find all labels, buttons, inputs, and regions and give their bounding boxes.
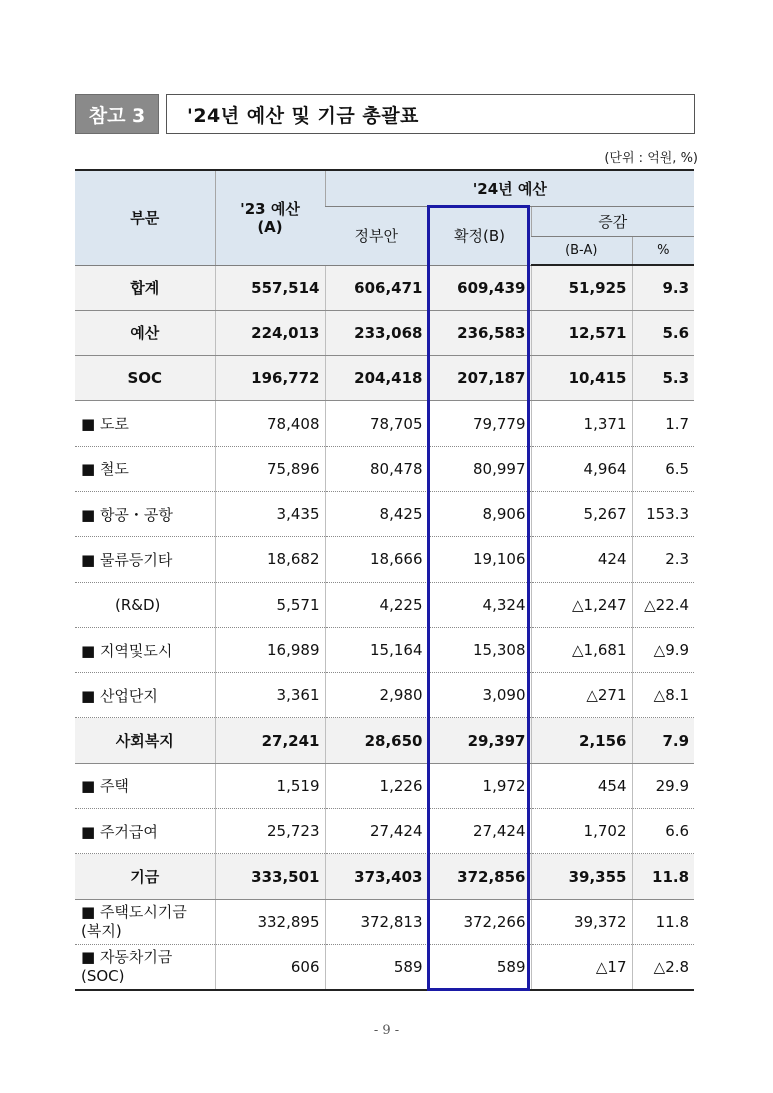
cell-b: 79,779 <box>428 401 531 446</box>
cell-gov: 2,980 <box>325 673 428 718</box>
cell-b: 3,090 <box>428 673 531 718</box>
cell-gov: 8,425 <box>325 491 428 536</box>
cell-diff: 2,156 <box>531 718 632 763</box>
cell-pct: △2.8 <box>632 944 694 989</box>
header-change: 증감 <box>531 206 694 236</box>
cell-diff: 5,267 <box>531 491 632 536</box>
cell-diff: 39,372 <box>531 899 632 944</box>
row-label-line1: ■ 주택도시기금 <box>81 902 187 921</box>
header-24-budget: '24년 예산 <box>325 170 694 206</box>
cell-gov: 15,164 <box>325 627 428 672</box>
row-label: 기금 <box>75 854 215 899</box>
cell-gov: 233,068 <box>325 310 428 355</box>
cell-diff: △271 <box>531 673 632 718</box>
cell-pct: 6.6 <box>632 809 694 854</box>
cell-a: 3,435 <box>215 491 325 536</box>
table-row <box>75 310 694 355</box>
cell-gov: 1,226 <box>325 763 428 808</box>
cell-pct: △9.9 <box>632 627 694 672</box>
header-sector: 부문 <box>75 170 215 265</box>
row-label: ■ 물류등기타 <box>75 537 215 582</box>
cell-a: 224,013 <box>215 310 325 355</box>
cell-diff: △1,247 <box>531 582 632 627</box>
cell-gov: 204,418 <box>325 356 428 401</box>
row-label-line2: (복지) <box>81 921 122 940</box>
row-label: ■ 주거급여 <box>75 809 215 854</box>
reference-badge: 참고 3 <box>75 94 159 134</box>
table-row <box>75 899 694 944</box>
row-label: ■ 항공・공항 <box>75 491 215 536</box>
row-label: 사회복지 <box>75 718 215 763</box>
row-label: 합계 <box>75 265 215 310</box>
cell-b: 1,972 <box>428 763 531 808</box>
cell-gov: 78,705 <box>325 401 428 446</box>
row-label: ■ 지역및도시 <box>75 627 215 672</box>
cell-diff: △1,681 <box>531 627 632 672</box>
cell-pct: 6.5 <box>632 446 694 491</box>
row-label <box>75 899 215 944</box>
header-pct: % <box>632 236 694 265</box>
cell-a: 16,989 <box>215 627 325 672</box>
table-row <box>75 265 694 310</box>
cell-gov: 80,478 <box>325 446 428 491</box>
table-row <box>75 446 694 491</box>
cell-gov: 27,424 <box>325 809 428 854</box>
cell-pct: 5.3 <box>632 356 694 401</box>
cell-gov: 28,650 <box>325 718 428 763</box>
table-row <box>75 356 694 401</box>
cell-b: 207,187 <box>428 356 531 401</box>
cell-pct: 5.6 <box>632 310 694 355</box>
header-gov-proposal: 정부안 <box>325 206 428 265</box>
cell-a: 557,514 <box>215 265 325 310</box>
cell-diff: 1,702 <box>531 809 632 854</box>
row-label: ■ 산업단지 <box>75 673 215 718</box>
cell-b: 589 <box>428 944 531 989</box>
budget-table <box>75 169 694 991</box>
cell-pct: 9.3 <box>632 265 694 310</box>
cell-a: 333,501 <box>215 854 325 899</box>
cell-gov: 18,666 <box>325 537 428 582</box>
cell-diff: 1,371 <box>531 401 632 446</box>
cell-a: 27,241 <box>215 718 325 763</box>
cell-pct: 11.8 <box>632 854 694 899</box>
row-label: (R&D) <box>75 582 215 627</box>
table-row <box>75 582 694 627</box>
cell-b: 27,424 <box>428 809 531 854</box>
section-header <box>75 94 695 134</box>
table-row <box>75 718 694 763</box>
cell-gov: 373,403 <box>325 854 428 899</box>
cell-a: 196,772 <box>215 356 325 401</box>
cell-diff: 424 <box>531 537 632 582</box>
cell-gov: 4,225 <box>325 582 428 627</box>
cell-pct: 1.7 <box>632 401 694 446</box>
cell-a: 18,682 <box>215 537 325 582</box>
header-23-line1: '23 예산 <box>240 199 300 218</box>
table-row <box>75 491 694 536</box>
cell-a: 3,361 <box>215 673 325 718</box>
table-row <box>75 401 694 446</box>
cell-pct: △8.1 <box>632 673 694 718</box>
cell-diff: 10,415 <box>531 356 632 401</box>
row-label: ■ 도로 <box>75 401 215 446</box>
cell-b: 372,266 <box>428 899 531 944</box>
cell-diff: 454 <box>531 763 632 808</box>
table-row <box>75 627 694 672</box>
page-number: - 9 - <box>373 1023 400 1038</box>
cell-pct: 153.3 <box>632 491 694 536</box>
cell-pct: 11.8 <box>632 899 694 944</box>
cell-pct: 7.9 <box>632 718 694 763</box>
cell-diff: △17 <box>531 944 632 989</box>
cell-b: 80,997 <box>428 446 531 491</box>
cell-a: 5,571 <box>215 582 325 627</box>
cell-b: 19,106 <box>428 537 531 582</box>
cell-a: 606 <box>215 944 325 989</box>
cell-diff: 12,571 <box>531 310 632 355</box>
cell-b: 8,906 <box>428 491 531 536</box>
header-23-budget <box>215 170 325 265</box>
cell-b: 4,324 <box>428 582 531 627</box>
header-final: 확정(B) <box>428 206 531 265</box>
table-row <box>75 854 694 899</box>
cell-diff: 4,964 <box>531 446 632 491</box>
row-label: SOC <box>75 356 215 401</box>
row-label-line1: ■ 자동차기금 <box>81 947 173 966</box>
cell-b: 609,439 <box>428 265 531 310</box>
table-row <box>75 673 694 718</box>
cell-b: 29,397 <box>428 718 531 763</box>
cell-pct: 29.9 <box>632 763 694 808</box>
row-label: 예산 <box>75 310 215 355</box>
header-23-line2: (A) <box>257 217 283 236</box>
header-diff: (B-A) <box>531 236 632 265</box>
page-title: '24년 예산 및 기금 총괄표 <box>166 94 695 134</box>
cell-diff: 51,925 <box>531 265 632 310</box>
cell-gov: 589 <box>325 944 428 989</box>
cell-b: 236,583 <box>428 310 531 355</box>
table-row <box>75 537 694 582</box>
cell-gov: 372,813 <box>325 899 428 944</box>
table-row <box>75 944 694 989</box>
table-row <box>75 809 694 854</box>
unit-note: (단위 : 억원, %) <box>604 151 698 166</box>
cell-a: 1,519 <box>215 763 325 808</box>
row-label: ■ 철도 <box>75 446 215 491</box>
cell-gov: 606,471 <box>325 265 428 310</box>
row-label-line2: (SOC) <box>81 966 125 985</box>
cell-a: 332,895 <box>215 899 325 944</box>
table-row <box>75 763 694 808</box>
cell-diff: 39,355 <box>531 854 632 899</box>
row-label: ■ 주택 <box>75 763 215 808</box>
cell-pct: △22.4 <box>632 582 694 627</box>
cell-b: 15,308 <box>428 627 531 672</box>
cell-a: 75,896 <box>215 446 325 491</box>
cell-a: 78,408 <box>215 401 325 446</box>
cell-pct: 2.3 <box>632 537 694 582</box>
row-label <box>75 944 215 989</box>
cell-b: 372,856 <box>428 854 531 899</box>
cell-a: 25,723 <box>215 809 325 854</box>
